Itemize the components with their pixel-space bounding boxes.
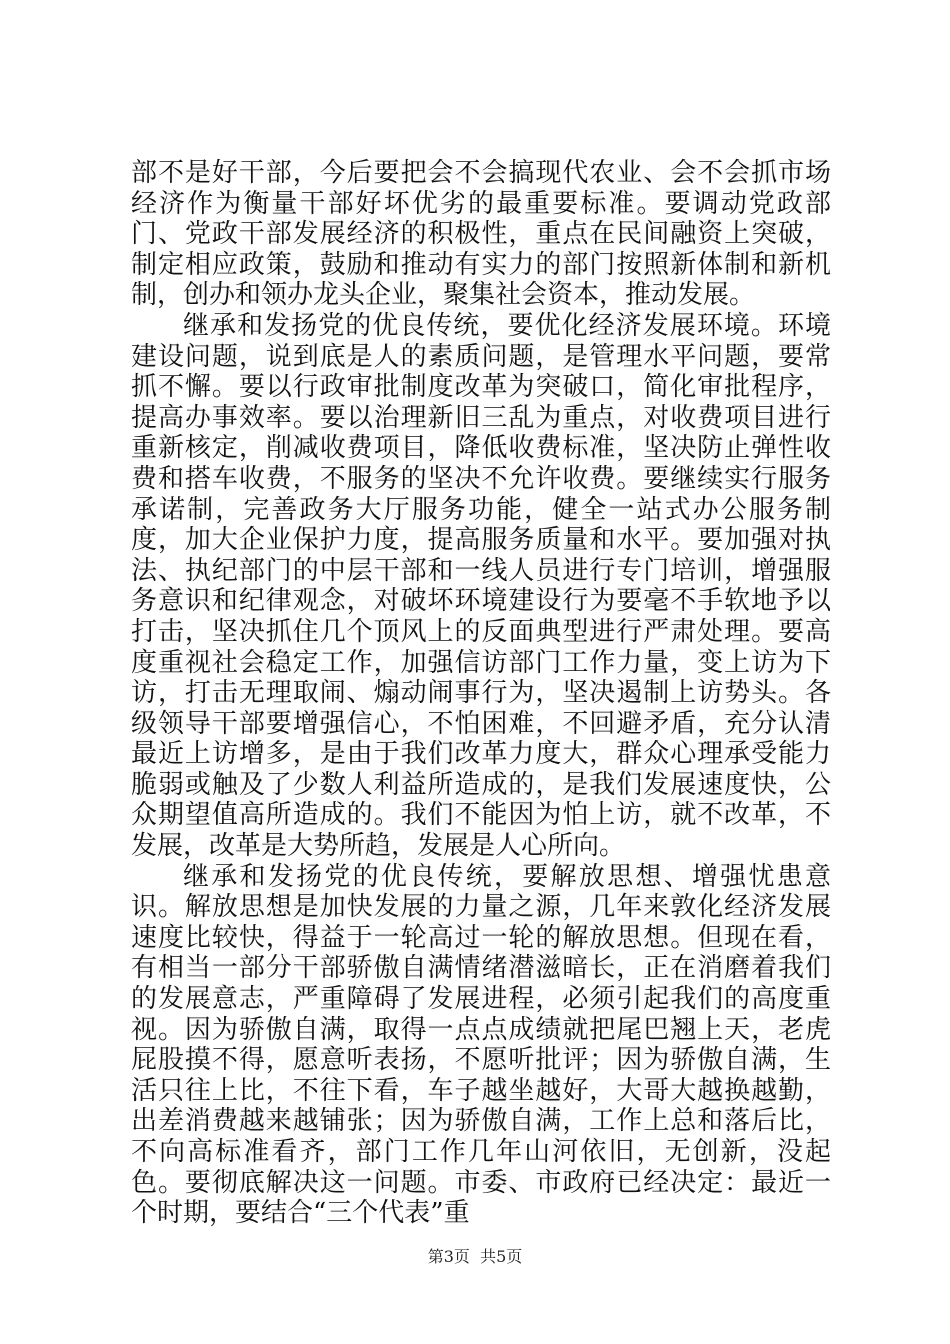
document-body [131,158,831,1229]
paragraph-1: 部不是好干部，今后要把会不会搞现代农业、会不会抓市场经济作为衡量干部好坏优劣的最重要标准。要调动党政部门、党政干部发展经济的积极性，重点在民间融资上突破，制定相应政策，鼓励和推动有实力的部门按照新体制和新机制，创办和领办龙头企业，聚集社会资本，推动发展。 [131,158,831,311]
paragraph-2: 继承和发扬党的优良传统，要优化经济发展环境。环境建设问题，说到底是人的素质问题，是管理水平问题，要常抓不懈。要以行政审批制度改革为突破口，简化审批程序，提高办事效率。要以治理新旧三乱为重点，对收费项目进行重新核定，削减收费项目，降低收费标准，坚决防止弹性收费和搭车收费，不服务的坚决不允许收费。要继续实行服务承诺制，完善政务大厅服务功能，健全一站式办公服务制度，加大企业保护力度，提高服务质量和水平。要加强对执法、执纪部门的中层干部和一线人员进行专门培训，增强服务意识和纪律观念，对破坏环境建设行为要毫不手软地予以打击，坚决抓住几个顶风上的反面典型进行严肃处理。要高度重视社会稳定工作，加强信访部门工作力量，变上访为下访，打击无理取闹、煽动闹事行为，坚决遏制上访势头。各级领导干部要增强信心，不怕困难，不回避矛盾，充分认清最近上访增多，是由于我们改革力度大，群众心理承受能力脆弱或触及了少数人利益所造成的，是我们发展速度快，公众期望值高所造成的。我们不能因为怕上访，就不改革，不发展，改革是大势所趋，发展是人心所向。 [131,310,831,862]
page-number-footer: 第3页 共5页 [427,1247,523,1266]
paragraph-3: 继承和发扬党的优良传统，要解放思想、增强忧患意识。解放思想是加快发展的力量之源，几年来敦化经济发展速度比较快，得益于一轮高过一轮的解放思想。但现在看，有相当一部分干部骄傲自满情绪潜滋暗长，正在消磨着我们的发展意志，严重障碍了发展进程，必须引起我们的高度重视。因为骄傲自满，取得一点点成绩就把尾巴翘上天，老虎屁股摸不得，愿意听表扬，不愿听批评；因为骄傲自满，生活只往上比，不往下看，车子越坐越好，大哥大越换越勤，出差消费越来越铺张；因为骄傲自满，工作上总和落后比，不向高标准看齐，部门工作几年山河依旧，无创新，没起色。要彻底解决这一问题。市委、市政府已经决定：最近一个时期，要结合“三个代表”重 [131,861,831,1229]
